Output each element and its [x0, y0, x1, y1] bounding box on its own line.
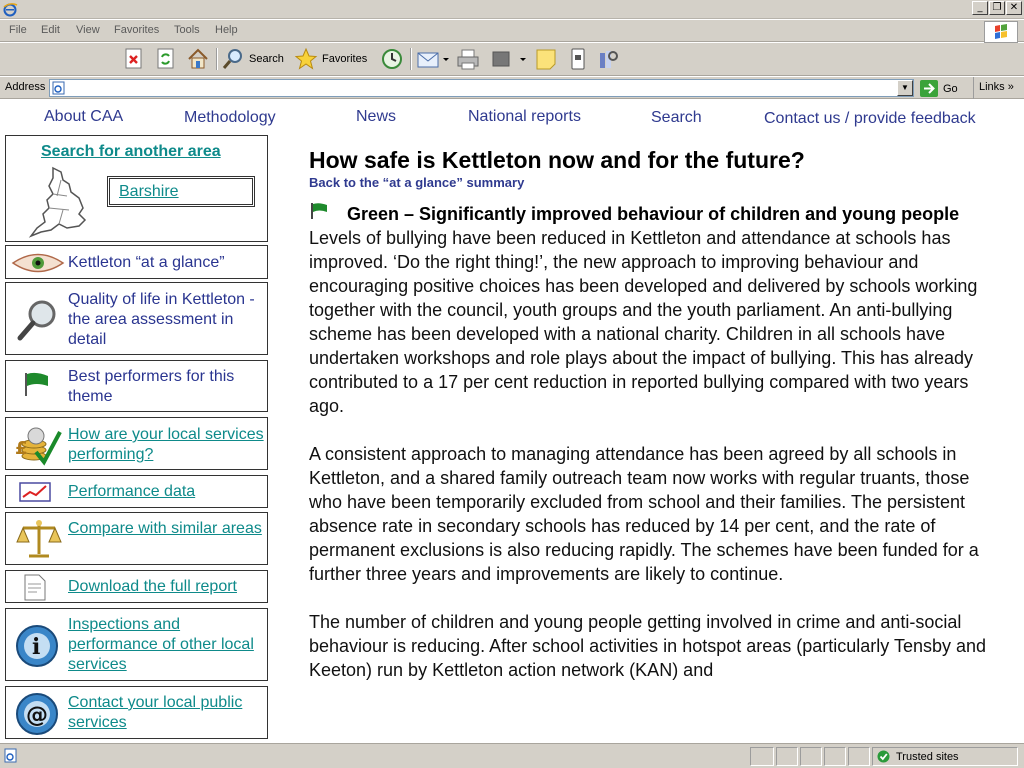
- sidebar-item-contact[interactable]: [5, 686, 268, 739]
- svg-text:i: i: [32, 634, 41, 660]
- discuss-button[interactable]: [534, 47, 558, 71]
- green-flag-icon: [309, 202, 331, 220]
- main-content: [309, 146, 999, 682]
- area-search-box: [5, 135, 268, 242]
- menu-view[interactable]: View: [76, 24, 100, 36]
- sidebar-item-best-performers[interactable]: [5, 360, 268, 412]
- nav-contact[interactable]: Contact us / provide feedback: [764, 110, 976, 127]
- go-arrow-icon: [920, 80, 938, 97]
- status-cell: [776, 747, 798, 766]
- close-button[interactable]: ✕: [1006, 1, 1022, 15]
- sidebar-item-download[interactable]: [5, 570, 268, 603]
- sidebar-item-label[interactable]: Contact your local public services: [68, 694, 243, 731]
- sidebar-item-label[interactable]: Compare with similar areas: [68, 520, 262, 537]
- sidebar-item-label: Quality of life in Kettleton - the area assessment in detail: [68, 291, 255, 348]
- history-icon: [380, 47, 404, 71]
- nav-national-reports[interactable]: National reports: [468, 108, 581, 125]
- research-button[interactable]: [596, 47, 620, 71]
- sidebar-item-label: Best performers for this theme: [68, 368, 235, 405]
- document-icon: [23, 574, 47, 601]
- sidebar-item-label[interactable]: Download the full report: [68, 578, 237, 595]
- page-status-icon: [3, 748, 19, 764]
- page-icon: [52, 81, 66, 95]
- status-cell: [800, 747, 822, 766]
- menu-favorites[interactable]: Favorites: [114, 24, 160, 36]
- page-title: How safe is Kettleton now and for the future?: [309, 147, 805, 173]
- edit-button[interactable]: [490, 47, 530, 71]
- mail-icon: [416, 47, 450, 71]
- svg-text:£: £: [15, 438, 28, 459]
- printer-icon: [456, 47, 480, 71]
- sidebar-item-inspections[interactable]: [5, 608, 268, 681]
- email-icon: [15, 692, 59, 736]
- nav-about-caa[interactable]: About CAA: [44, 108, 124, 125]
- scales-icon: [15, 518, 63, 560]
- magnifier-icon: [15, 297, 61, 343]
- address-input[interactable]: [49, 79, 914, 97]
- windows-flag-icon: [984, 21, 1018, 43]
- paragraph-bullying: Levels of bullying have been reduced in Kettleton and attendance at schools has improved. ‘Do the right thing!’, the new approach to improving behaviour and encouraging positive choices has been developed and delivered by schools working together with the council, youth groups and the youth parliament. An anti-bullying scheme has been developed with a national charity. Children in all schools have undertaken workshops and role plays about the impact of bullying. This has already contributed to a 17 per cent reduction in reported bullying compared with two years ago.: [309, 228, 978, 416]
- title-bar: [0, 0, 1024, 19]
- sidebar-item-label[interactable]: Inspections and performance of other local services: [68, 616, 254, 673]
- go-label: Go: [943, 82, 958, 95]
- chevron-right-icon: »: [1007, 81, 1014, 93]
- refresh-button[interactable]: [156, 47, 176, 71]
- restore-button[interactable]: ❐: [989, 1, 1005, 15]
- search-button-label: Search: [249, 53, 284, 65]
- stop-icon: [124, 48, 144, 70]
- status-cell: [848, 747, 870, 766]
- rating-heading: [309, 202, 999, 226]
- status-bar: [0, 743, 1024, 768]
- search-icon: [221, 47, 245, 71]
- ie-logo-icon: [2, 1, 18, 17]
- chart-icon: [19, 482, 51, 502]
- rating-text: Green – Significantly improved behaviour of children and young people: [347, 204, 960, 224]
- sidebar-item-performance-data[interactable]: [5, 475, 268, 508]
- research-icon: [596, 47, 620, 71]
- paragraph-crime: The number of children and young people getting involved in crime and anti-social behaviour is reducing. After school activities in hotspot areas (particularly Tensby and Keeton) run by Kettleton action network (KAN) and: [309, 612, 987, 680]
- menu-help[interactable]: Help: [215, 24, 238, 36]
- minimize-button[interactable]: _: [972, 1, 988, 15]
- address-dropdown-button[interactable]: ▼: [897, 80, 913, 96]
- zone-label: Trusted sites: [896, 750, 959, 763]
- nav-news[interactable]: News: [356, 108, 397, 125]
- sidebar-item-quality-of-life[interactable]: [5, 282, 268, 355]
- links-label: Links: [979, 81, 1005, 93]
- sidebar-item-compare[interactable]: [5, 512, 268, 565]
- status-cell: [824, 747, 846, 766]
- menu-bar: [0, 20, 1024, 42]
- search-button[interactable]: [221, 47, 284, 71]
- home-icon: [186, 47, 210, 71]
- info-icon: [15, 624, 59, 668]
- star-icon: [294, 47, 318, 71]
- refresh-icon: [156, 48, 176, 70]
- sidebar-item-local-services[interactable]: [5, 417, 268, 470]
- england-map-icon: [23, 166, 93, 238]
- links-button[interactable]: [973, 77, 1024, 99]
- svg-text:@: @: [26, 703, 48, 728]
- messenger-button[interactable]: [566, 47, 590, 71]
- favorites-button[interactable]: [294, 47, 367, 71]
- address-label: Address: [5, 81, 46, 93]
- region-selector[interactable]: [107, 176, 255, 207]
- mail-button[interactable]: [416, 47, 450, 71]
- back-to-summary-link[interactable]: Back to the “at a glance” summary: [309, 175, 525, 190]
- eye-icon: [11, 252, 65, 274]
- home-button[interactable]: [186, 47, 210, 71]
- sidebar-item-label[interactable]: Performance data: [68, 483, 196, 500]
- security-zone[interactable]: [872, 747, 1018, 766]
- address-bar: [0, 77, 1024, 99]
- edit-page-icon: [490, 47, 530, 71]
- region-link[interactable]: Barshire: [119, 183, 179, 200]
- sidebar-item-label[interactable]: How are your local services performing?: [68, 426, 264, 463]
- sidebar-item-label: Kettleton “at a glance”: [68, 254, 225, 271]
- nav-search[interactable]: Search: [651, 109, 702, 126]
- favorites-button-label: Favorites: [322, 53, 368, 65]
- green-flag-icon: [22, 371, 52, 397]
- coins-check-icon: [12, 424, 62, 466]
- paragraph-attendance: A consistent approach to managing attendance has been agreed by all schools in Kettleton, and a shared family outreach team now works with regular truants, those who have been temporarily excluded from school and their families. The persistent absence rate in secondary schools has reduced by 14 per cent, and the rate of permanent exclusions is also reducing rapidly. The schemes have been funded for a further three years and improvements are likely to continue.: [309, 444, 979, 584]
- nav-methodology[interactable]: Methodology: [184, 109, 276, 126]
- menu-tools[interactable]: Tools: [174, 24, 200, 36]
- stop-button[interactable]: [124, 47, 144, 71]
- sidebar-item-at-a-glance[interactable]: [5, 245, 268, 279]
- print-button[interactable]: [456, 47, 480, 71]
- menu-edit[interactable]: Edit: [41, 24, 60, 36]
- search-another-area-link[interactable]: Search for another area: [41, 143, 221, 160]
- menu-file[interactable]: File: [9, 24, 27, 36]
- toolbar: [0, 43, 1024, 76]
- note-icon: [534, 47, 558, 71]
- history-button[interactable]: [380, 47, 404, 71]
- go-button[interactable]: [920, 80, 958, 97]
- status-cell: [750, 747, 774, 766]
- mobile-icon: [566, 47, 590, 71]
- check-circle-icon: [877, 750, 890, 763]
